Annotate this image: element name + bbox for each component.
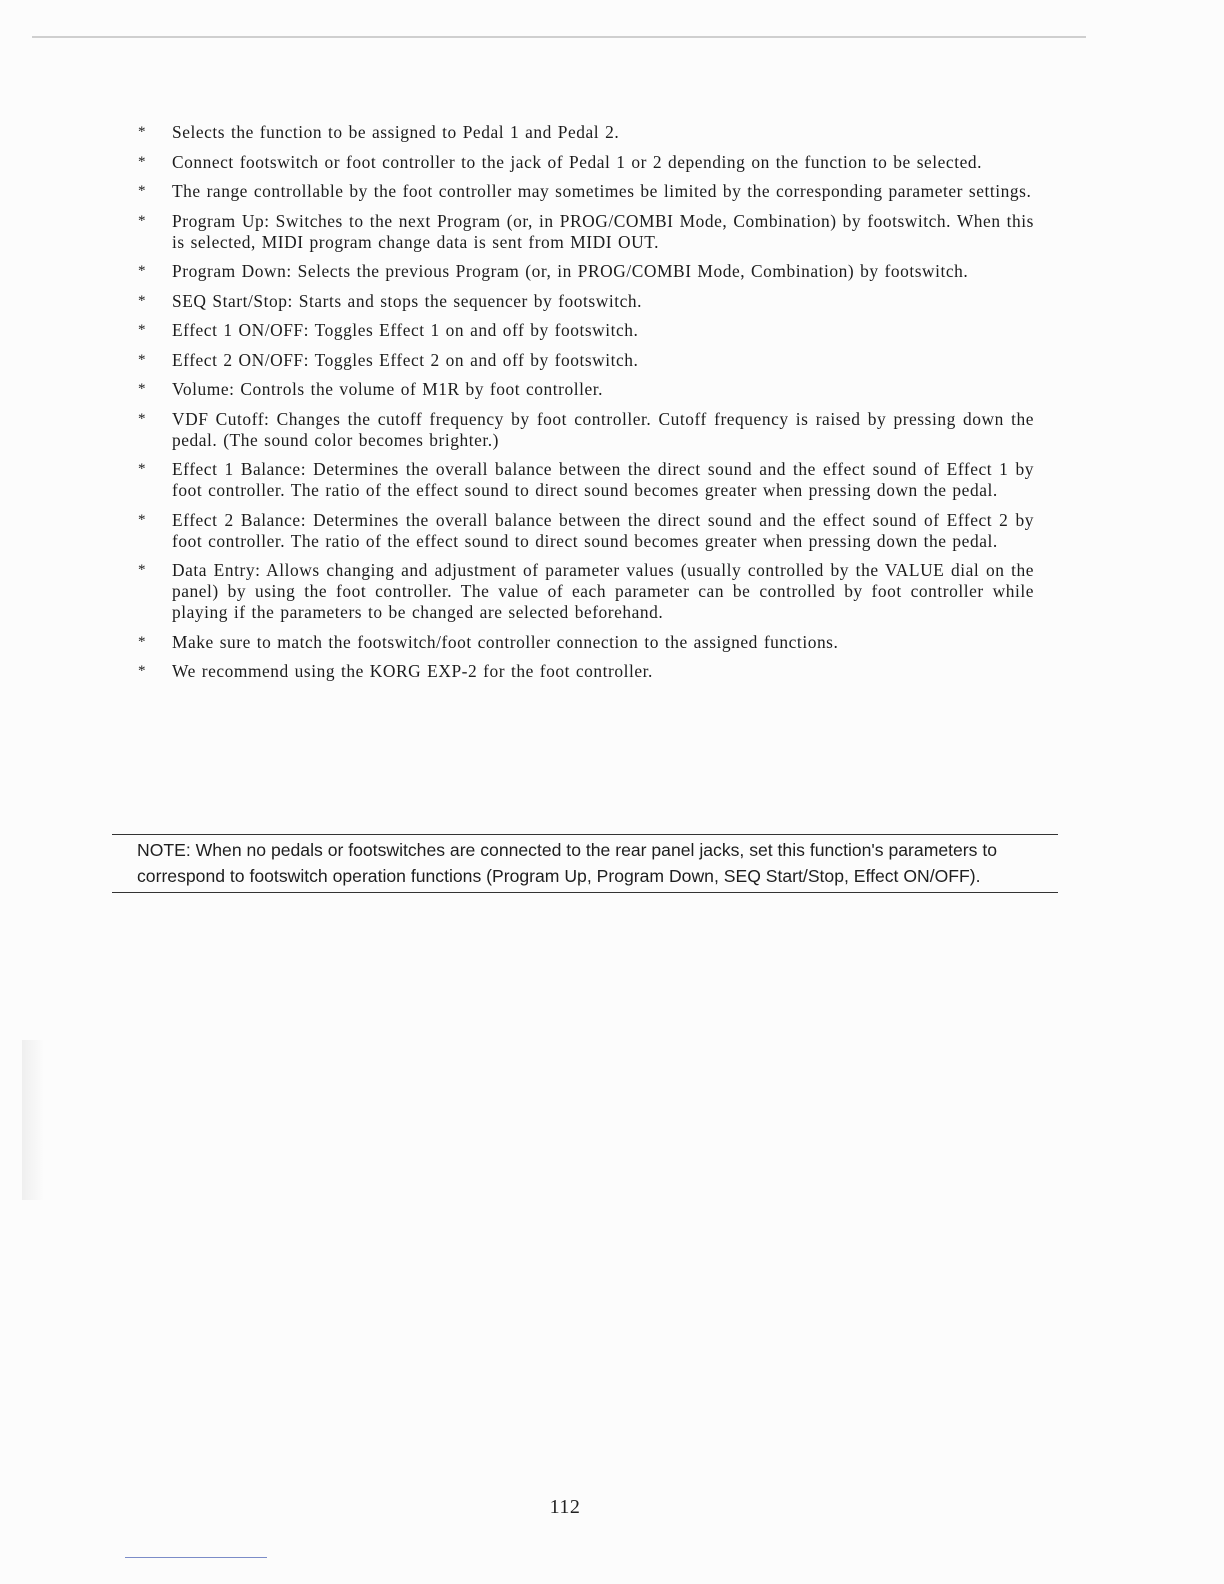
- bullet-marker: *: [138, 292, 147, 309]
- bullet-text: Program Up: Switches to the next Program (or, in PROG/COMBI Mode, Combination) by footswitch. When this is selected, MIDI program change data is sent from MIDI OUT.: [172, 210, 1034, 252]
- bullet-marker: *: [138, 153, 147, 170]
- header-rule: [32, 36, 1086, 38]
- note-text: NOTE: When no pedals or footswitches are connected to the rear panel jacks, set this function's parameters to correspond to footswitch operation functions (Program Up, Program Down, SEQ Start/Stop, Effect ON/OFF).: [137, 840, 998, 886]
- list-item: [0, 152, 1034, 173]
- list-item: [0, 122, 1034, 143]
- bullet-text: Data Entry: Allows changing and adjustment of parameter values (usually controlled by the VALUE dial on the panel) by using the foot controller. The value of each parameter can be controlled by foot controller while playing if the parameters to be changed are selected beforehand.: [172, 560, 1034, 622]
- bullet-text: VDF Cutoff: Changes the cutoff frequency by foot controller. Cutoff frequency is raised by pressing down the pedal. (The sound color becomes brighter.): [172, 408, 1034, 450]
- note-box: [112, 834, 1058, 893]
- list-item: [0, 632, 1034, 653]
- bullet-text: Effect 2 Balance: Determines the overall balance between the direct sound and the effect sound of Effect 2 by foot controller. The ratio of the effect sound to direct sound becomes greater when pressing down the pedal.: [172, 509, 1034, 551]
- list-item: [0, 409, 1034, 451]
- bullet-text: Effect 2 ON/OFF: Toggles Effect 2 on and off by footswitch.: [172, 349, 639, 370]
- list-item: [0, 211, 1034, 253]
- list-item: [0, 379, 1034, 400]
- bullet-text: Effect 1 ON/OFF: Toggles Effect 1 on and off by footswitch.: [172, 320, 639, 340]
- bullet-text: Connect footswitch or foot controller to the jack of Pedal 1 or 2 depending on the function to be selected.: [172, 151, 982, 172]
- bullet-marker: *: [138, 663, 147, 679]
- bullet-marker: *: [138, 461, 147, 477]
- bullet-marker: *: [138, 351, 147, 368]
- scan-shadow: [22, 1040, 44, 1200]
- bullet-marker: *: [138, 381, 147, 397]
- footer-rule: [125, 1557, 267, 1558]
- bullet-text: SEQ Start/Stop: Starts and stops the sequencer by footswitch.: [172, 290, 642, 311]
- bullet-marker: *: [138, 562, 147, 578]
- list-item: [0, 261, 1034, 282]
- bullet-marker: *: [138, 183, 147, 199]
- bullet-marker: *: [138, 511, 147, 528]
- list-item: [0, 181, 1034, 202]
- bullet-text: Make sure to match the footswitch/foot controller connection to the assigned functions.: [172, 631, 839, 652]
- list-item: [0, 510, 1034, 552]
- list-item: [0, 459, 1034, 501]
- bullet-marker: *: [138, 212, 147, 229]
- bullet-marker: *: [138, 410, 147, 427]
- list-item: [0, 320, 1034, 341]
- bullet-text: We recommend using the KORG EXP-2 for the foot controller.: [172, 661, 653, 681]
- list-item: [0, 350, 1034, 371]
- list-item: [0, 291, 1034, 312]
- list-item: [0, 560, 1034, 623]
- bullet-text: Program Down: Selects the previous Program (or, in PROG/COMBI Mode, Combination) by footswitch.: [172, 261, 969, 281]
- bullet-text: Selects the function to be assigned to Pedal 1 and Pedal 2.: [172, 122, 620, 142]
- bullet-text: The range controllable by the foot controller may sometimes be limited by the corresponding parameter settings.: [172, 181, 1032, 201]
- bullet-marker: *: [138, 633, 147, 650]
- bullet-marker: *: [138, 124, 147, 140]
- bullet-text: Effect 1 Balance: Determines the overall balance between the direct sound and the effect sound of Effect 1 by foot controller. The ratio of the effect sound to direct sound becomes greater when pressing down the pedal.: [172, 459, 1034, 500]
- bullet-text: Volume: Controls the volume of M1R by foot controller.: [172, 379, 604, 399]
- page-number: 112: [549, 1496, 581, 1518]
- bullet-list: [0, 122, 1224, 691]
- list-item: [0, 661, 1034, 682]
- bullet-marker: *: [138, 263, 147, 279]
- bullet-marker: *: [138, 322, 147, 338]
